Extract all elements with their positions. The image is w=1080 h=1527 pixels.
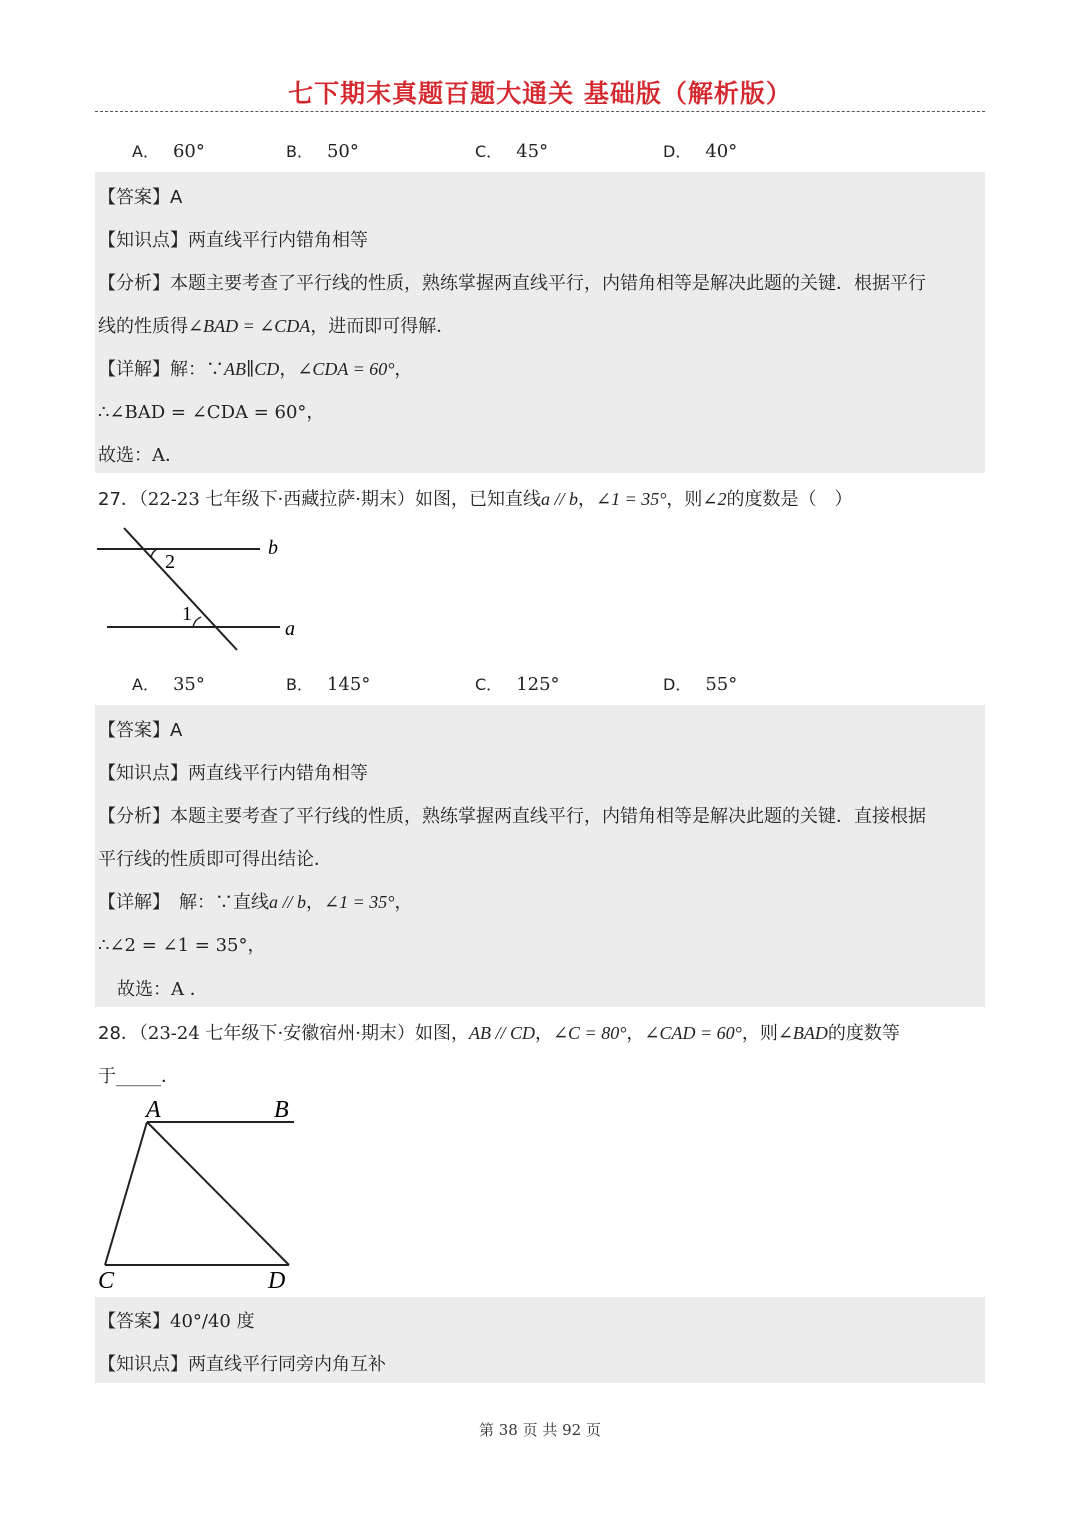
q28-knowledge: 【知识点】两直线平行同旁内角互补 bbox=[98, 1354, 386, 1375]
q27-parallel-lines-figure bbox=[90, 520, 310, 660]
q27-option-d: D． 55° bbox=[663, 674, 738, 695]
q26-option-b: B． 50° bbox=[286, 141, 359, 162]
q27-detail-line1: 【详解】 解：∵直线a // b，∠1 = 35°， bbox=[98, 892, 413, 913]
angle-2-label: 2 bbox=[165, 551, 175, 573]
q27-stem: 27．（22-23 七年级下·西藏拉萨·期末）如图，已知直线a // b，∠1 = 35°，则∠2的度数是（ ） bbox=[98, 489, 853, 510]
angle-1-arc bbox=[193, 617, 201, 627]
transversal-line bbox=[124, 528, 237, 650]
point-c-label: C bbox=[98, 1268, 115, 1294]
q26-detail-line2: ∴∠BAD = ∠CDA = 60°， bbox=[98, 402, 325, 423]
q27-analysis-line1: 【分析】本题主要考查了平行线的性质，熟练掌握两直线平行，内错角相等是解决此题的关键．直接根据 bbox=[98, 806, 926, 827]
q26-option-c: C． 45° bbox=[475, 141, 549, 162]
document-header-title: 七下期末真题百题大通关 基础版（解析版） bbox=[288, 79, 792, 108]
q27-knowledge: 【知识点】两直线平行内错角相等 bbox=[98, 763, 368, 784]
q26-option-d: D． 40° bbox=[663, 141, 738, 162]
q27-answer: 【答案】A bbox=[98, 720, 183, 741]
q26-detail-line1: 【详解】解：∵AB∥CD，∠CDA = 60°， bbox=[98, 359, 413, 380]
point-d-label: D bbox=[268, 1268, 286, 1294]
q28-stem-line2: 于_____． bbox=[98, 1066, 179, 1087]
point-a-label: A bbox=[146, 1097, 161, 1123]
q26-option-a: A． 60° bbox=[132, 141, 205, 162]
q26-detail-line3: 故选：A． bbox=[98, 445, 183, 466]
q26-answer: 【答案】A bbox=[98, 187, 183, 208]
page-number-footer: 第 38 页 共 92 页 bbox=[478, 1421, 601, 1439]
q28-answer: 【答案】40°/40 度 bbox=[98, 1311, 255, 1332]
q27-option-c: C． 125° bbox=[475, 674, 560, 695]
angle-2-arc bbox=[151, 549, 157, 558]
point-b-label: B bbox=[274, 1097, 289, 1123]
segment-ac bbox=[105, 1122, 147, 1265]
segment-ad bbox=[147, 1122, 289, 1265]
q27-analysis-line2: 平行线的性质即可得出结论． bbox=[98, 849, 332, 870]
q27-options bbox=[0, 672, 1080, 698]
q27-option-b: B． 145° bbox=[286, 674, 371, 695]
q27-option-a: A． 35° bbox=[132, 674, 205, 695]
angle-1-label: 1 bbox=[182, 603, 192, 625]
header-divider bbox=[95, 111, 985, 112]
q26-analysis-line2: 线的性质得∠BAD = ∠CDA，进而即可得解． bbox=[98, 316, 455, 337]
q26-knowledge: 【知识点】两直线平行内错角相等 bbox=[98, 230, 368, 251]
q27-detail-line2: ∴∠2 = ∠1 = 35°， bbox=[98, 935, 266, 956]
q27-detail-line3: 故选：A ． bbox=[117, 979, 208, 1000]
q26-analysis-line1: 【分析】本题主要考查了平行线的性质，熟练掌握两直线平行，内错角相等是解决此题的关键．根据平行 bbox=[98, 273, 926, 294]
line-b-label: b bbox=[268, 537, 278, 559]
q26-options bbox=[0, 139, 1080, 165]
q28-stem-line1: 28．（23-24 七年级下·安徽宿州·期末）如图，AB // CD，∠C = 80°，∠CAD = 60°，则∠BAD的度数等 bbox=[98, 1023, 900, 1044]
line-a-label: a bbox=[285, 618, 295, 640]
q28-trapezoid-figure bbox=[90, 1092, 310, 1297]
